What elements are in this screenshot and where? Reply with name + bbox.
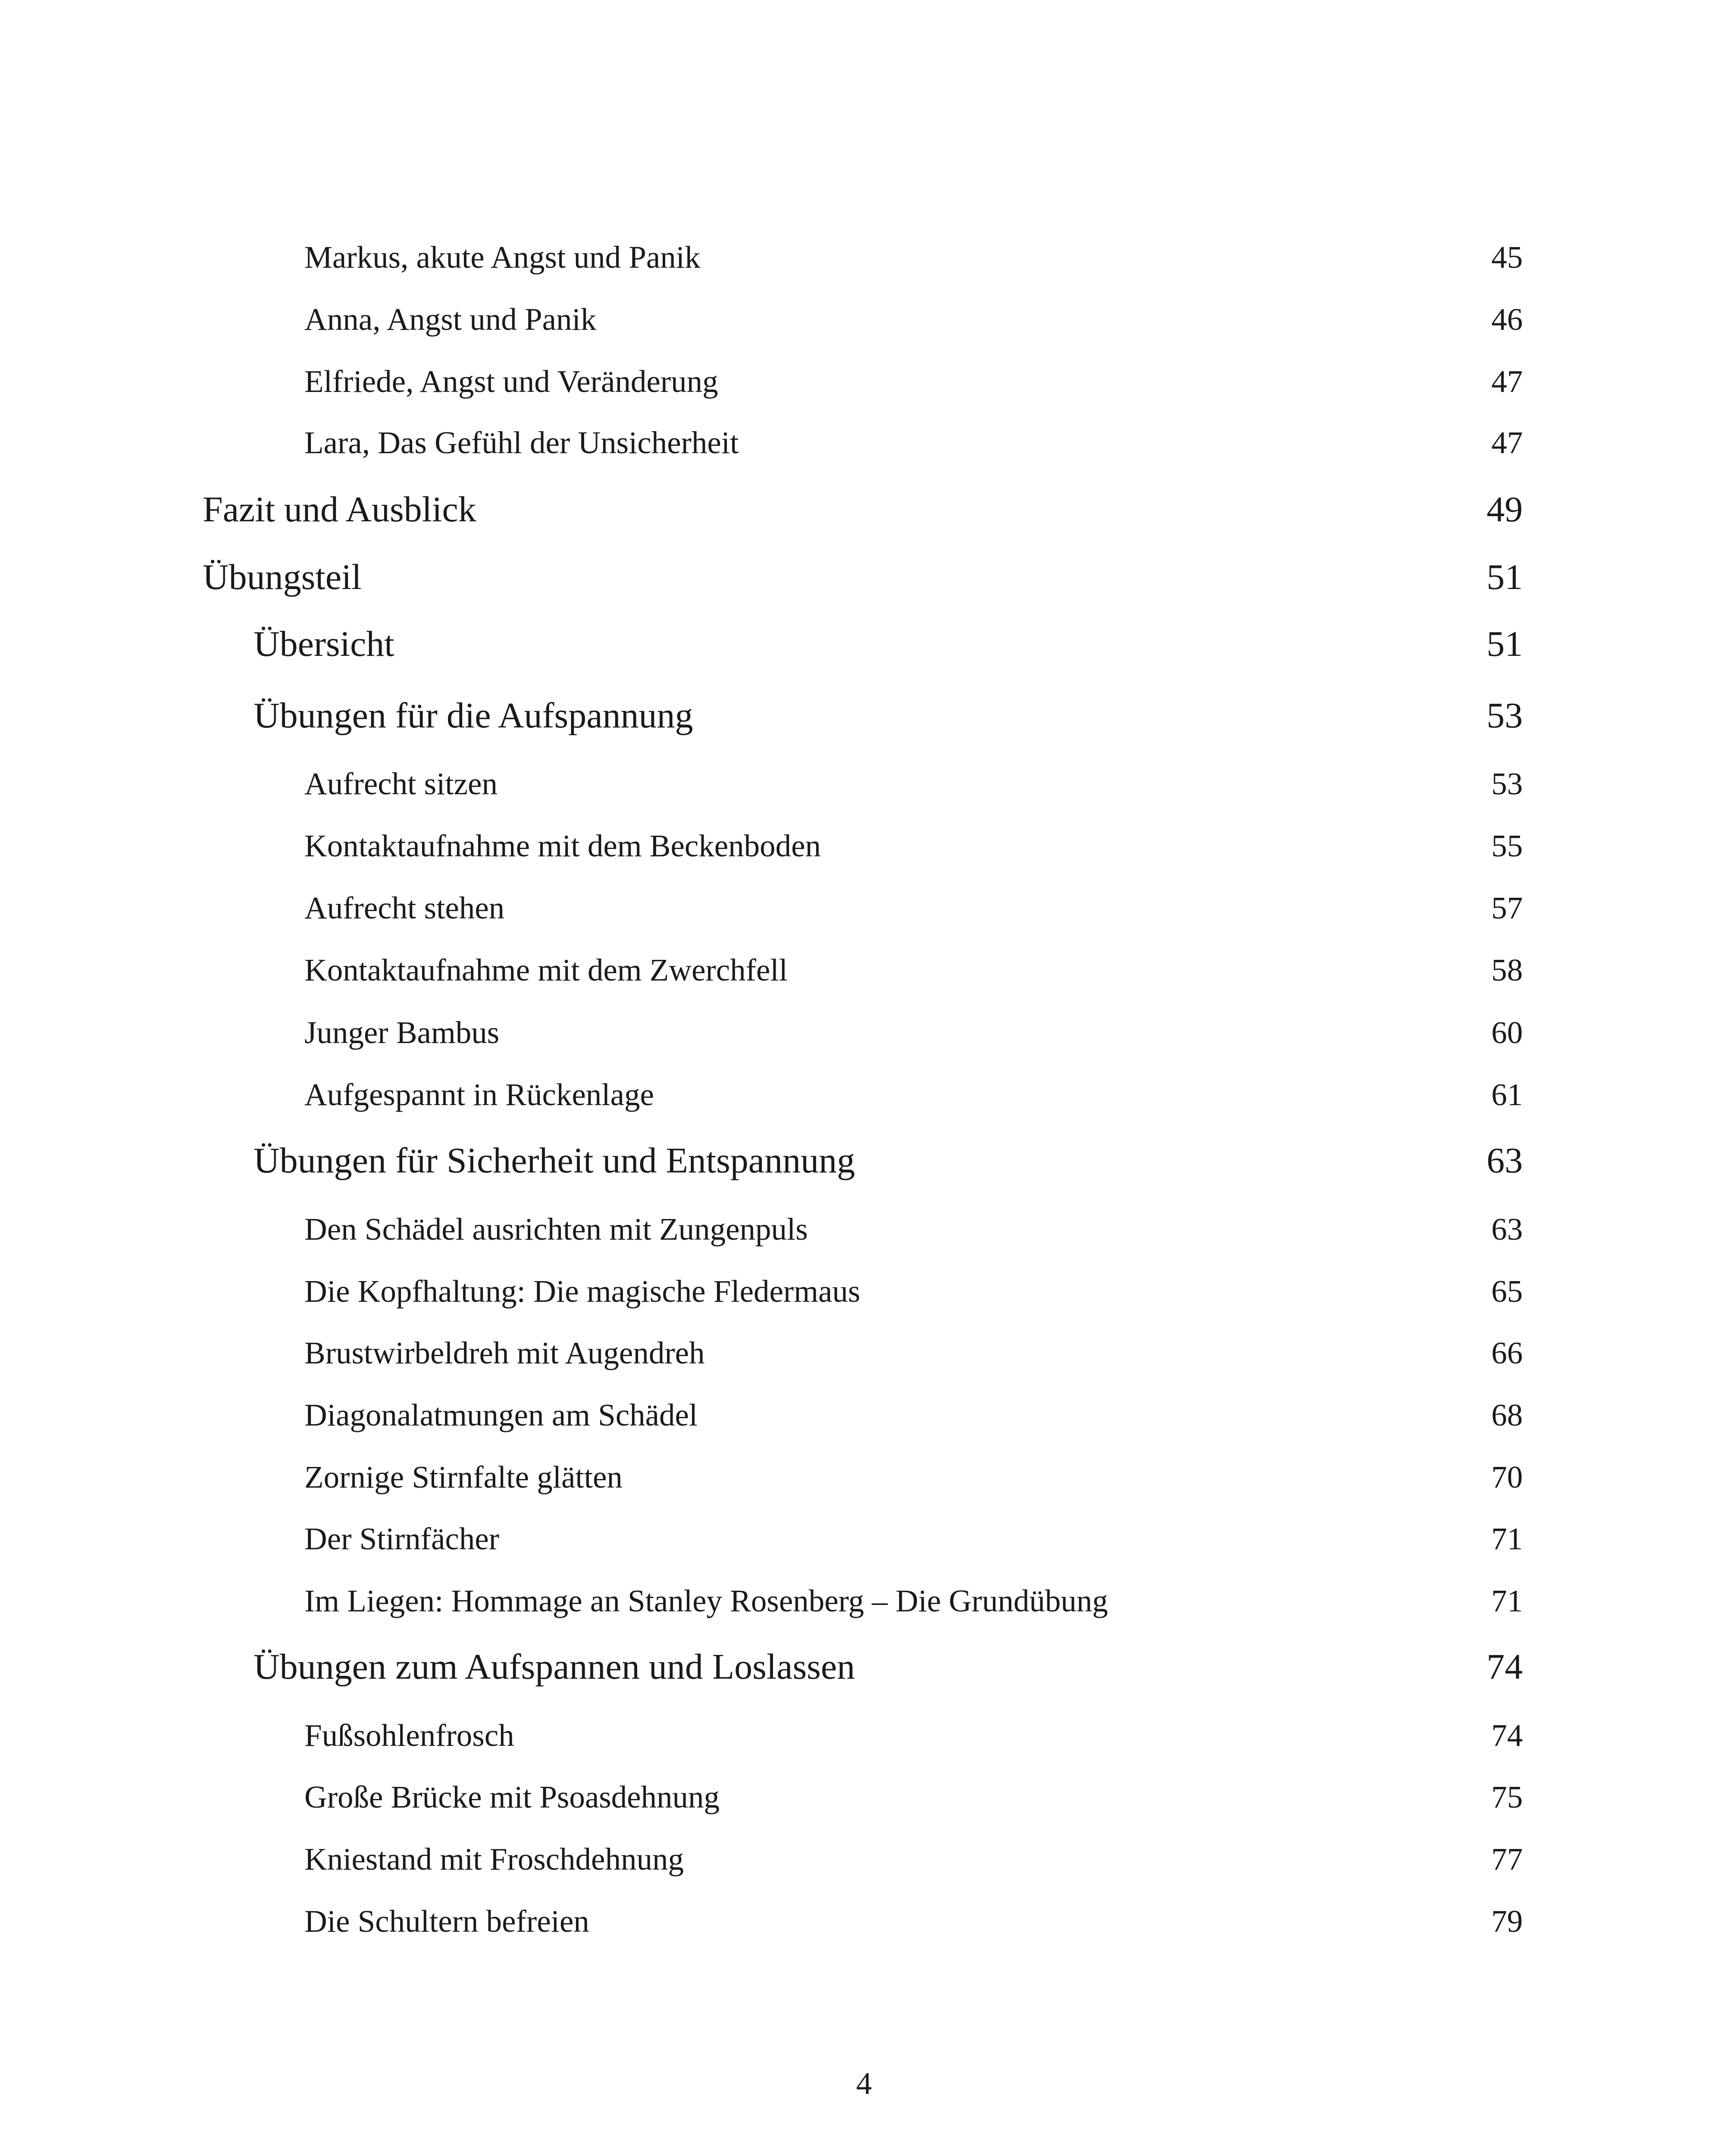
toc-entry	[304, 828, 1523, 875]
toc-entry-page: 49	[1487, 489, 1523, 530]
toc-entry-title: Fazit und Ausblick	[203, 489, 476, 530]
toc-entry	[304, 1521, 1523, 1568]
toc-entry-title: Junger Bambus	[304, 1015, 500, 1050]
toc-entry-page: 68	[1491, 1398, 1523, 1432]
toc-entry-page: 60	[1491, 1015, 1523, 1050]
toc-entry-page: 74	[1491, 1718, 1523, 1753]
toc-entry-page: 55	[1491, 828, 1523, 863]
toc-entry-page: 65	[1491, 1274, 1523, 1309]
toc-entry-title: Zornige Stirnfalte glätten	[304, 1460, 623, 1495]
toc-entry	[304, 425, 1523, 472]
toc-entry-title: Kniestand mit Froschdehnung	[304, 1842, 684, 1877]
page-number: 4	[856, 2066, 872, 2101]
toc-entry-title: Anna, Angst und Panik	[304, 302, 597, 337]
toc-entry-title: Aufrecht stehen	[304, 890, 505, 925]
toc-entry-title: Übungsteil	[203, 557, 362, 597]
toc-entry-title: Die Schultern befreien	[304, 1904, 589, 1939]
toc-entry-page: 51	[1487, 624, 1523, 664]
toc-entry	[203, 556, 1523, 604]
toc-entry	[304, 1335, 1523, 1382]
toc-entry-page: 70	[1491, 1460, 1523, 1495]
toc-entry-title: Brustwirbeldreh mit Augendreh	[304, 1335, 705, 1370]
toc-entry-page: 63	[1491, 1212, 1523, 1247]
toc-entry-page: 47	[1491, 364, 1523, 399]
toc-entry	[304, 301, 1523, 349]
toc-entry-page: 71	[1491, 1521, 1523, 1556]
toc-entry-page: 45	[1491, 240, 1523, 275]
toc-entry	[304, 1459, 1523, 1507]
toc-entry-title: Kontaktaufnahme mit dem Zwerchfell	[304, 953, 788, 987]
toc-entry-page: 53	[1487, 696, 1523, 736]
toc-entry-page: 46	[1491, 302, 1523, 337]
toc-entry-page: 74	[1487, 1647, 1523, 1687]
toc-entry	[304, 1841, 1523, 1889]
toc-entry-title: Die Kopfhaltung: Die magische Fledermaus	[304, 1274, 861, 1309]
toc-entry-title: Elfriede, Angst und Veränderung	[304, 364, 718, 399]
toc-entry-page: 51	[1487, 557, 1523, 597]
toc-entry	[304, 952, 1523, 1000]
toc-entry	[304, 1779, 1523, 1827]
toc-entry-title: Aufrecht sitzen	[304, 766, 498, 801]
toc-entry	[304, 1273, 1523, 1321]
toc-entry-page: 58	[1491, 953, 1523, 987]
toc-entry-page: 53	[1491, 766, 1523, 801]
toc-entry	[254, 623, 1523, 671]
toc-entry	[304, 1015, 1523, 1062]
toc-entry-title: Diagonalatmungen am Schädel	[304, 1398, 698, 1432]
toc-entry	[254, 695, 1523, 742]
toc-entry-page: 57	[1491, 890, 1523, 925]
toc-entry-title: Den Schädel ausrichten mit Zungenpuls	[304, 1212, 808, 1247]
toc-entry-title: Aufgespannt in Rückenlage	[304, 1077, 654, 1112]
toc-entry-page: 66	[1491, 1335, 1523, 1370]
toc-entry-page: 61	[1491, 1077, 1523, 1112]
toc-entry-page: 63	[1487, 1141, 1523, 1181]
toc-entry	[304, 1903, 1523, 1951]
toc-entry	[304, 1211, 1523, 1259]
toc-entry	[304, 364, 1523, 411]
toc-entry-title: Große Brücke mit Psoasdehnung	[304, 1780, 720, 1814]
toc-entry-page: 79	[1491, 1904, 1523, 1939]
toc-entry-page: 77	[1491, 1842, 1523, 1877]
toc-entry-title: Kontaktaufnahme mit dem Beckenboden	[304, 828, 821, 863]
toc-entry	[304, 1397, 1523, 1445]
toc-entry	[304, 1583, 1523, 1630]
toc-entry-title: Markus, akute Angst und Panik	[304, 240, 701, 275]
toc-entry	[254, 1140, 1523, 1187]
toc-entry-title: Lara, Das Gefühl der Unsicherheit	[304, 425, 739, 460]
toc-entry	[254, 1646, 1523, 1693]
toc-entry-page: 75	[1491, 1780, 1523, 1814]
toc-entry-title: Der Stirnfächer	[304, 1521, 499, 1556]
toc-entry-page: 47	[1491, 425, 1523, 460]
toc-entry	[203, 489, 1523, 536]
toc-entry	[304, 1077, 1523, 1124]
toc-entry-title: Im Liegen: Hommage an Stanley Rosenberg – Die Grundübung	[304, 1583, 1108, 1618]
toc-entry-title: Übersicht	[254, 624, 394, 664]
toc-entry-title: Übungen zum Aufspannen und Loslassen	[254, 1647, 855, 1687]
toc-entry	[304, 239, 1523, 287]
toc-entry	[304, 890, 1523, 937]
toc-entry-title: Übungen für Sicherheit und Entspannung	[254, 1141, 855, 1181]
toc-entry	[304, 1717, 1523, 1765]
toc-entry-title: Übungen für die Aufspannung	[254, 696, 693, 736]
toc-entry-title: Fußsohlenfrosch	[304, 1718, 514, 1753]
toc-entry	[304, 766, 1523, 813]
toc-entry-page: 71	[1491, 1583, 1523, 1618]
